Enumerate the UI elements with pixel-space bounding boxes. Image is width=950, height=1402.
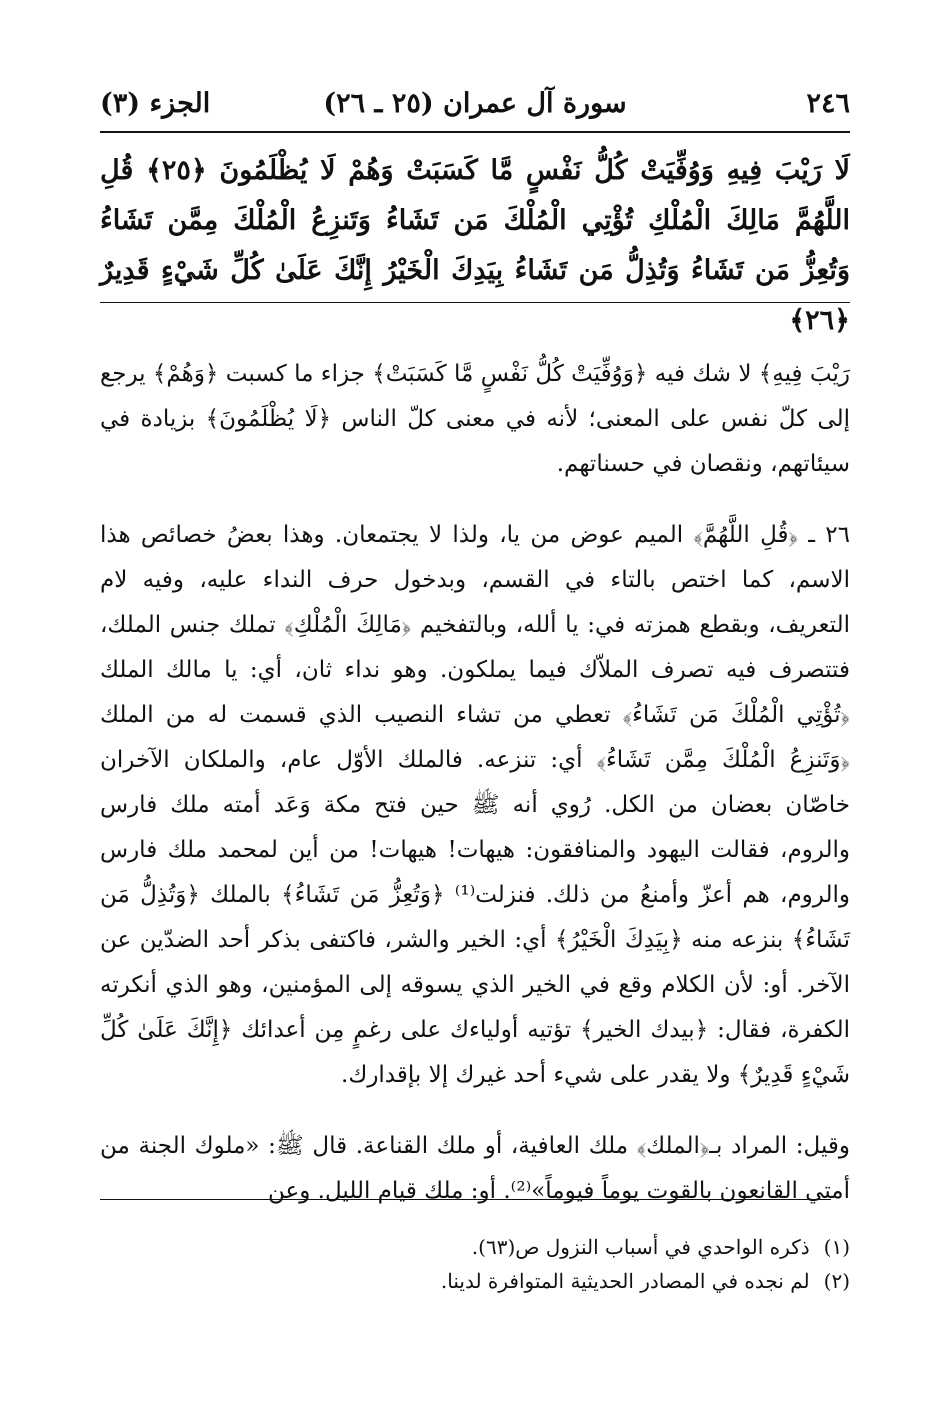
footnote bbox=[100, 1230, 850, 1264]
commentary bbox=[100, 352, 850, 1240]
footnote-marker: (٢) bbox=[823, 1269, 850, 1293]
footnotes bbox=[100, 1230, 850, 1298]
footnote bbox=[100, 1264, 850, 1298]
page-header bbox=[100, 80, 850, 130]
paragraph: وقيل: المراد بـ﴿الملك﴾ ملك العافية، أو ملك القناعة. قال ﷺ: «ملوك الجنة من أمتي القانعون بالقوت يوماً فيوماً»⁽²⁾. أو: ملك قيام الليل. وعن bbox=[100, 1133, 850, 1204]
quran-verses: لَا رَيْبَ فِيهِ وَوُفِّيَتْ كُلُّ نَفْسٍ مَّا كَسَبَتْ وَهُمْ لَا يُظْلَمُونَ ﴿٢٥﴾ قُلِ اللَّهُمَّ مَالِكَ الْمُلْكِ تُؤْتِي الْمُلْكَ مَن تَشَاءُ وَتَنزِعُ الْمُلْكَ مِمَّن تَشَاءُ وَتُعِزُّ مَن تَشَاءُ وَتُذِلُّ مَن تَشَاءُ بِيَدِكَ الْخَيْرُ إِنَّكَ عَلَىٰ كُلِّ شَيْءٍ قَدِيرٌ ﴿٢٦﴾ bbox=[100, 155, 850, 336]
paragraph: ٢٦ ـ ﴿قُلِ اللَّهُمَّ﴾ الميم عوض من يا، ولذا لا يجتمعان. وهذا بعضُ خصائص هذا الاسم، كما اختص بالتاء في القسم، وبدخول حرف النداء عليه، وفيه لام التعريف، وبقطع همزته في: يا ألله، وبالتفخيم ﴿مَالِكَ الْمُلْكِ﴾ تملك جنس الملك، فتتصرف فيه تصرف الملاّك فيما يملكون. وهو نداء ثان، أي: يا مالك الملك ﴿تُؤْتِي الْمُلْكَ مَن تَشَاءُ﴾ تعطي من تشاء النصيب الذي قسمت له من الملك ﴿وَتَنزِعُ الْمُلْكَ مِمَّن تَشَاءُ﴾ أي: تنزعه. فالملك الأوّل عام، والملكان الآخران خاصّان بعضان من الكل. رُوي أنه ﷺ حين فتح مكة وَعَد أمته ملك فارس والروم، فقالت اليهود والمنافقون: هيهات! هيهات! من أين لمحمد ملك فارس والروم، هم أعزّ وأمنعُ من ذلك. فنزلت⁽¹⁾ ﴿وَتُعِزُّ مَن تَشَاءُ﴾ بالملك ﴿وَتُذِلُّ مَن تَشَاءُ﴾ بنزعه منه ﴿بِيَدِكَ الْخَيْرُ﴾ أي: الخير والشر، فاكتفى بذكر أحد الضدّين عن الآخر. أو: لأن الكلام وقع في الخير الذي يسوقه إلى المؤمنين، وهو الذي أنكرته الكفرة، فقال: ﴿بيدك الخير﴾ تؤتيه أولياءك على رغمٍ مِن أعدائك ﴿إِنَّكَ عَلَىٰ كُلِّ شَيْءٍ قَدِيرٌ﴾ ولا يقدر على شيء أحد غيرك إلا بإقدارك. bbox=[100, 522, 850, 1088]
surah-title: سورة آل عمران (٢٥ ـ ٢٦) bbox=[323, 88, 627, 119]
footnote-text: لم نجده في المصادر الحديثية المتوافرة لدينا. bbox=[440, 1269, 810, 1293]
footnote-marker: (١) bbox=[823, 1235, 850, 1259]
part-label: الجزء (٣) bbox=[100, 88, 211, 119]
page-number: ٢٤٦ bbox=[806, 88, 850, 119]
paragraph: رَيْبَ فِيهِ﴾ لا شك فيه ﴿وَوُفِّيَتْ كُلُّ نَفْسٍ مَّا كَسَبَتْ﴾ جزاء ما كسبت ﴿وَهُمْ﴾ يرجع إلى كلّ نفس على المعنى؛ لأنه في معنى كلّ الناس ﴿لَا يُظْلَمُونَ﴾ بزيادة في سيئاتهم، ونقصان في حسناتهم. bbox=[100, 361, 850, 477]
footnote-rule bbox=[100, 1199, 831, 1200]
footnote-text: ذكره الواحدي في أسباب النزول ص(٦٣). bbox=[471, 1235, 810, 1259]
verses-rule bbox=[100, 302, 850, 303]
header-rule bbox=[100, 131, 850, 133]
